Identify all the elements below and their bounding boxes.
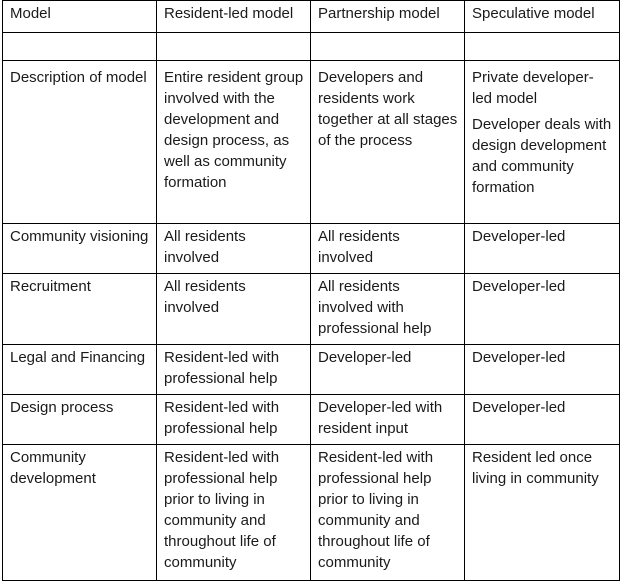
table-row-community-visioning <box>3 224 620 274</box>
row-label: Recruitment <box>3 274 157 345</box>
cell-speculative: Developer-led <box>465 395 620 445</box>
table-row-description <box>3 61 620 224</box>
cell-paragraph: Private developer-led model <box>472 69 594 107</box>
cell-partnership: Resident-led with professional help prior to living in community and throughout life of community <box>311 445 465 581</box>
header-speculative-model: Speculative model <box>465 1 620 33</box>
cell-partnership: All residents involved with professional help <box>311 274 465 345</box>
header-resident-led-model: Resident-led model <box>157 1 311 33</box>
cell-partnership: Developer-led with resident input <box>311 395 465 445</box>
table-row-community-development <box>3 445 620 581</box>
row-label: Design process <box>3 395 157 445</box>
cell-paragraph: Developer deals with design development and community formation <box>472 116 612 196</box>
cell-speculative <box>465 61 620 224</box>
row-label: Description of model <box>3 61 157 224</box>
cell-resident-led: All residents involved <box>157 274 311 345</box>
header-model: Model <box>3 1 157 33</box>
blank-cell <box>3 33 157 61</box>
table-blank-row <box>3 33 620 61</box>
cell-resident-led: Resident-led with professional help prior to living in community and throughout life of community <box>157 445 311 581</box>
cell-speculative: Developer-led <box>465 345 620 395</box>
row-label: Legal and Financing <box>3 345 157 395</box>
blank-cell <box>157 33 311 61</box>
cell-speculative: Developer-led <box>465 274 620 345</box>
table-row-recruitment <box>3 274 620 345</box>
row-label: Community development <box>3 445 157 581</box>
cell-partnership: All residents involved <box>311 224 465 274</box>
cell-speculative: Resident led once living in community <box>465 445 620 581</box>
table-header-row <box>3 1 620 33</box>
cell-partnership: Developer-led <box>311 345 465 395</box>
blank-cell <box>465 33 620 61</box>
cell-resident-led: Resident-led with professional help <box>157 345 311 395</box>
cell-resident-led: All residents involved <box>157 224 311 274</box>
table-row-legal-and-financing <box>3 345 620 395</box>
cell-resident-led: Resident-led with professional help <box>157 395 311 445</box>
cell-resident-led: Entire resident group involved with the development and design process, as well as community formation <box>157 61 311 224</box>
table-row-design-process <box>3 395 620 445</box>
row-label: Community visioning <box>3 224 157 274</box>
header-partnership-model: Partnership model <box>311 1 465 33</box>
blank-cell <box>311 33 465 61</box>
models-comparison-table <box>2 0 620 581</box>
cell-speculative: Developer-led <box>465 224 620 274</box>
cell-partnership: Developers and residents work together at all stages of the process <box>311 61 465 224</box>
